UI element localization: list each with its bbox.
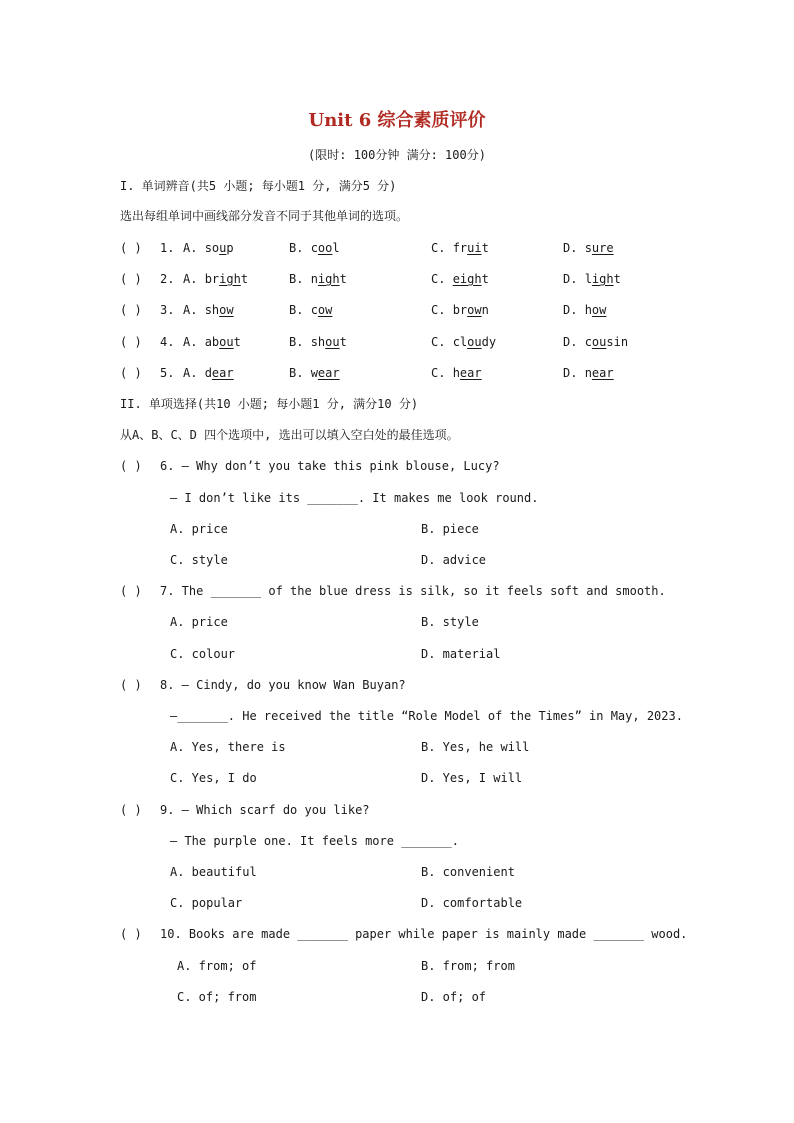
underlined-sound: igh (317, 272, 340, 286)
word-part: h (452, 366, 460, 380)
word-part: sin (606, 335, 629, 349)
question-stem: 6. — Why don’t you take this pink blouse, Lucy? (160, 459, 500, 473)
option-letter: C. (431, 366, 453, 380)
option: B. from; from (421, 959, 515, 973)
option (431, 271, 489, 287)
word-part: t (339, 272, 347, 286)
option: D. material (421, 647, 501, 661)
option-letter: C. (431, 303, 453, 317)
underlined-sound: ure (591, 241, 614, 255)
option-letter: B. (289, 335, 311, 349)
option-letter: B. (289, 241, 311, 255)
option: A. price (170, 615, 228, 629)
option-letter: A. (183, 303, 205, 317)
underlined-sound: ear (317, 366, 340, 380)
option-letter: C. (431, 272, 453, 286)
option: C. of; from (177, 990, 257, 1004)
page-title: Unit 6 综合素质评价 (308, 110, 486, 131)
option (431, 302, 489, 318)
option: A. beautiful (170, 865, 257, 879)
answer-blank[interactable]: ( ) (120, 927, 142, 941)
word-part: d (204, 366, 212, 380)
option-letter: B. (289, 366, 311, 380)
underlined-sound: ear (591, 366, 614, 380)
word-part: c (310, 303, 318, 317)
underlined-sound: ow (317, 303, 333, 317)
word-part: br (452, 303, 468, 317)
word-part: n (310, 272, 318, 286)
option (563, 302, 606, 318)
option (183, 302, 234, 318)
underlined-sound: igh (219, 272, 241, 286)
answer-blank[interactable]: ( ) (120, 272, 142, 286)
word-part: t (481, 272, 489, 286)
underlined-sound: ou (219, 335, 234, 349)
option (183, 334, 241, 350)
answer-blank[interactable]: ( ) (120, 459, 142, 473)
option-letter: D. (563, 366, 585, 380)
answer-blank[interactable]: ( ) (120, 335, 142, 349)
option (563, 271, 621, 287)
option-letter: C. (431, 335, 453, 349)
underlined-sound: ow (591, 303, 607, 317)
option-letter: A. (183, 272, 205, 286)
word-part: s (584, 241, 592, 255)
underlined-sound: igh (591, 272, 614, 286)
underlined-sound: ear (459, 366, 482, 380)
option (289, 302, 332, 318)
word-part: sh (310, 335, 326, 349)
option (183, 365, 234, 381)
underlined-sound: oo (317, 241, 333, 255)
underlined-sound: u (219, 241, 227, 255)
question-response: —_______. He received the title “Role Model of the Times” in May, 2023. (170, 709, 683, 723)
word-part: fr (452, 241, 468, 255)
option (183, 240, 234, 256)
section2-heading: II. 单项选择(共10 小题; 每小题1 分, 满分10 分) (120, 397, 419, 411)
word-part: t (233, 335, 241, 349)
question-response: — The purple one. It feels more _______. (170, 834, 459, 848)
word-part: p (226, 241, 234, 255)
question-number: 2. (160, 272, 175, 286)
underlined-sound: ow (467, 303, 482, 317)
word-part: n (584, 366, 592, 380)
option: D. Yes, I will (421, 771, 523, 785)
option (183, 271, 248, 287)
option: C. popular (170, 896, 243, 910)
option-letter: D. (563, 241, 585, 255)
word-part: l (332, 241, 340, 255)
option-letter: A. (183, 335, 205, 349)
underlined-sound: eigh (452, 272, 482, 286)
option: B. convenient (421, 865, 515, 879)
time-limit-info: (限时: 100分钟 满分: 100分) (308, 148, 486, 162)
underlined-sound: ear (211, 366, 234, 380)
word-part: w (310, 366, 318, 380)
option-letter: A. (183, 366, 205, 380)
option: A. Yes, there is (170, 740, 286, 754)
word-part: t (240, 272, 249, 286)
option-letter: A. (183, 241, 205, 255)
word-part: dy (481, 335, 497, 349)
option (563, 240, 614, 256)
option: A. price (170, 522, 228, 536)
option: D. comfortable (421, 896, 523, 910)
option: A. from; of (177, 959, 257, 973)
underlined-sound: ou (591, 335, 607, 349)
section2-instruction: 从A、B、C、D 四个选项中, 选出可以填入空白处的最佳选项。 (120, 428, 459, 442)
underlined-sound: ou (325, 335, 340, 349)
answer-blank[interactable]: ( ) (120, 584, 142, 598)
option-letter: D. (563, 335, 585, 349)
option (289, 240, 340, 256)
answer-blank[interactable]: ( ) (120, 241, 142, 255)
word-part: h (584, 303, 592, 317)
question-stem: 10. Books are made _______ paper while paper is mainly made _______ wood. (160, 927, 688, 941)
question-number: 4. (160, 335, 175, 349)
question-number: 3. (160, 303, 175, 317)
word-part: cl (452, 335, 468, 349)
word-part: l (584, 272, 592, 286)
underlined-sound: ui (467, 241, 482, 255)
option: C. style (170, 553, 228, 567)
option-letter: D. (563, 303, 585, 317)
option: B. style (421, 615, 479, 629)
option (289, 271, 347, 287)
section1-heading: I. 单词辨音(共5 小题; 每小题1 分, 满分5 分) (120, 179, 397, 193)
question-stem: 7. The _______ of the blue dress is silk, so it feels soft and smooth. (160, 584, 666, 598)
answer-blank[interactable]: ( ) (120, 366, 142, 380)
section1-instruction: 选出每组单词中画线部分发音不同于其他单词的选项。 (120, 209, 409, 223)
option: C. colour (170, 647, 236, 661)
word-part: ab (204, 335, 220, 349)
word-part: c (310, 241, 318, 255)
word-part: so (204, 241, 220, 255)
question-number: 5. (160, 366, 175, 380)
word-part: t (481, 241, 489, 255)
option (563, 334, 628, 350)
option (289, 365, 340, 381)
word-part: t (339, 335, 347, 349)
option (289, 334, 347, 350)
option-letter: D. (563, 272, 585, 286)
option (431, 365, 482, 381)
question-number: 1. (160, 241, 175, 255)
question-stem: 9. — Which scarf do you like? (160, 803, 370, 817)
option (431, 240, 489, 256)
option-letter: B. (289, 272, 311, 286)
option-letter: B. (289, 303, 311, 317)
option: B. Yes, he will (421, 740, 530, 754)
word-part: n (481, 303, 489, 317)
option: D. of; of (421, 990, 487, 1004)
word-part: c (584, 335, 592, 349)
underlined-sound: ow (219, 303, 234, 317)
option: C. Yes, I do (170, 771, 257, 785)
word-part: sh (204, 303, 220, 317)
option: B. piece (421, 522, 479, 536)
word-part: br (204, 272, 220, 286)
option: D. advice (421, 553, 487, 567)
answer-blank[interactable]: ( ) (120, 678, 142, 692)
word-part: t (613, 272, 621, 286)
answer-blank[interactable]: ( ) (120, 803, 142, 817)
option (431, 334, 496, 350)
option-letter: C. (431, 241, 453, 255)
question-stem: 8. — Cindy, do you know Wan Buyan? (160, 678, 406, 692)
underlined-sound: ou (467, 335, 482, 349)
option (563, 365, 614, 381)
answer-blank[interactable]: ( ) (120, 303, 142, 317)
question-response: — I don’t like its _______. It makes me look round. (170, 491, 539, 505)
